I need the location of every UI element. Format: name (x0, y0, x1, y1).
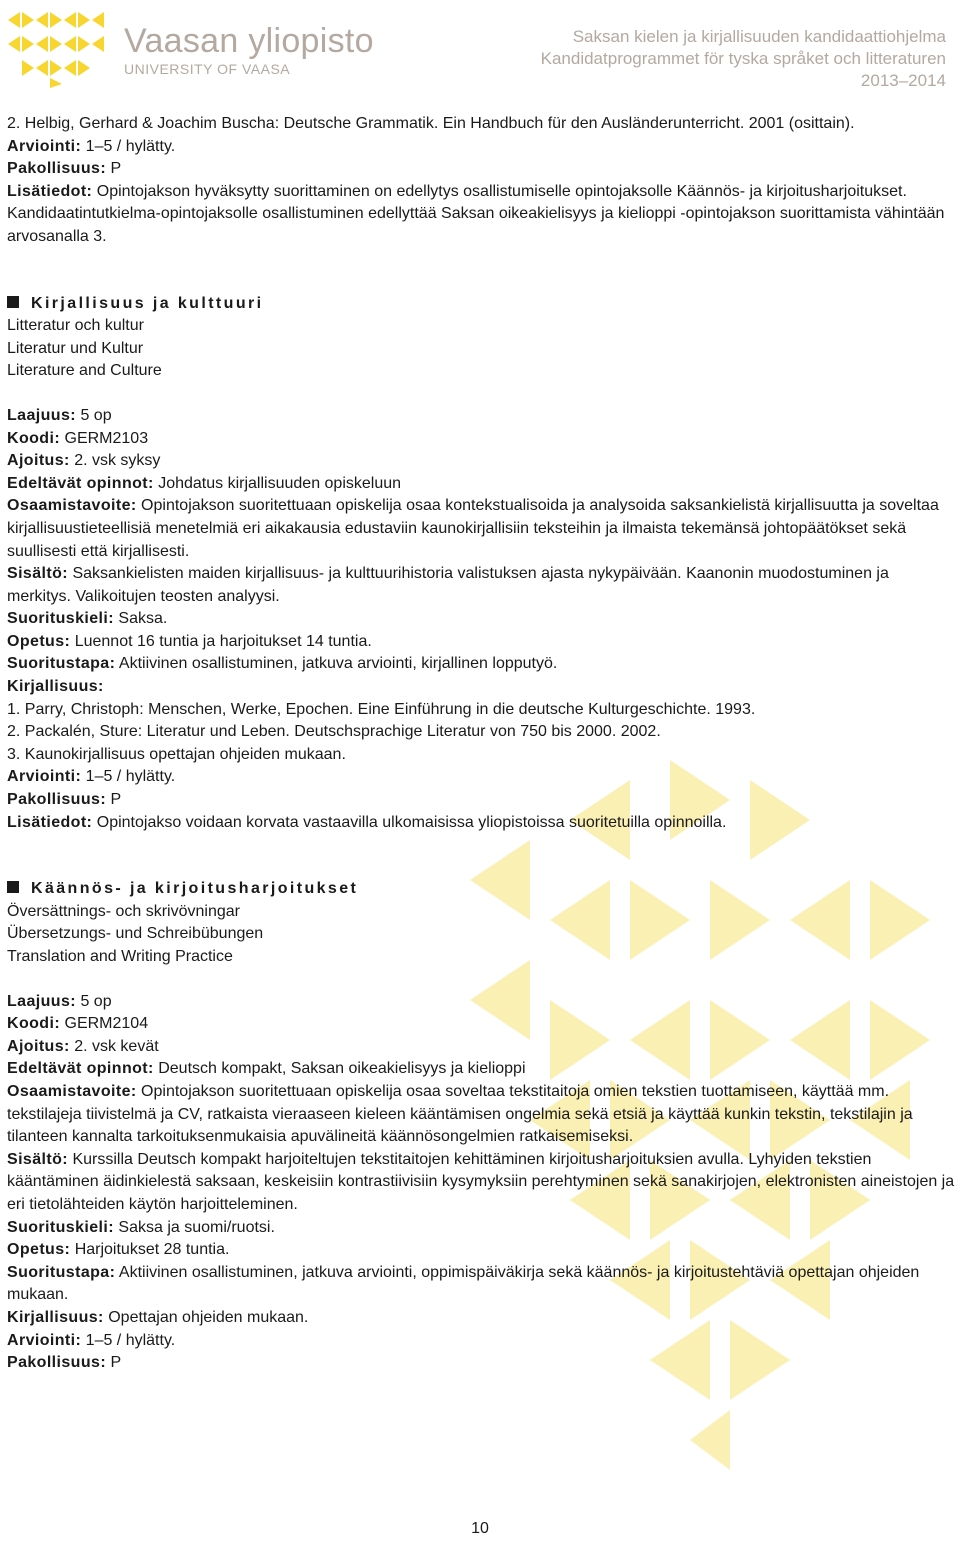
code-line: Koodi: GERM2103 (7, 429, 149, 447)
course-title-de: Literatur und Kultur (7, 339, 144, 357)
code-line: Koodi: GERM2104 (7, 1015, 149, 1033)
university-logo-icon (6, 8, 114, 88)
teaching-line: Opetus: Harjoitukset 28 tuntia. (7, 1241, 230, 1259)
course-section-literature (7, 293, 955, 835)
timing-line: Ajoitus: 2. vsk syksy (7, 452, 161, 470)
additional-info: Lisätiedot: Opintojakso voidaan korvata vastaavilla ulkomaisissa yliopistoissa suoritetuilla opinnoilla. (7, 813, 727, 831)
prerequisites-line: Edeltävät opinnot: Deutsch kompakt, Saksan oikeakielisyys ja kielioppi (7, 1060, 526, 1078)
program-title-sv: Kandidatprogrammet för tyska språket och litteraturen (540, 49, 946, 68)
page-number: 10 (471, 1520, 489, 1537)
credits-line: Laajuus: 5 op (7, 992, 112, 1010)
prerequisites-line: Edeltävät opinnot: Johdatus kirjallisuuden opiskeluun (7, 474, 402, 492)
learning-outcome: Osaamistavoite: Opintojakson suoritettuaan opiskelija osaa kontekstualisoida ja analysoida saksankielistä kirjallisuutta ja soveltaa kirjallisuustieteellisiä menetelmiä eri aikakausia edustaviin kaunokirjallisiin teksteihin ja ilmaista tekemänsä johtopäätökset sekä suullisesti että kirjallisesti. (7, 497, 939, 560)
academic-years: 2013–2014 (860, 71, 946, 90)
literature-item: 2. Packalén, Sture: Literatur und Leben. Deutschsprachige Literatur von 750 bis 2000. 2002. (7, 723, 661, 741)
content-line: Sisältö: Saksankielisten maiden kirjallisuus- ja kulttuurihistoria valistuksen ajasta nykypäivään. Kaanonin muodostuminen ja merkitys. Valikoitujen teosten analyysi. (7, 565, 889, 605)
teaching-line: Opetus: Luennot 16 tuntia ja harjoitukset 14 tuntia. (7, 632, 372, 650)
logo-wordmark (124, 22, 374, 78)
program-title-fi: Saksan kielen ja kirjallisuuden kandidaattiohjelma (572, 27, 946, 46)
completion-line: Suoritustapa: Aktiivinen osallistuminen, jatkuva arviointi, oppimispäiväkirja sekä käännös- ja kirjoitustehtäviä opettajan ohjeiden mukaan. (7, 1263, 920, 1304)
literature-item: 3. Kaunokirjallisuus opettajan ohjeiden mukaan. (7, 745, 346, 763)
assessment-line: Arviointi: 1–5 / hylätty. (7, 1331, 176, 1349)
literature-item: 1. Parry, Christoph: Menschen, Werke, Epochen. Eine Einführung in die deutsche Kulturgeschichte. 1993. (7, 700, 756, 718)
compulsory-line: Pakollisuus: P (7, 1354, 122, 1372)
compulsory-line: Pakollisuus: P (7, 160, 122, 178)
bullet-square-icon (7, 296, 19, 308)
assessment-line: Arviointi: 1–5 / hylätty. (7, 768, 176, 786)
bullet-square-icon (7, 881, 19, 893)
learning-outcome: Osaamistavoite: Opintojakson suoritettuaan opiskelija osaa soveltaa tekstitaitoja omien tekstien tuottamiseen, käyttää mm. tekstilajeja tiivistelmä ja CV, ratkaista vieraaseen kieleen kääntämisen ongelmia sekä etsiä ja käyttää kunkin tekstin, tekstilajin ja tilanteen kannalta tarkoituksenmukaisia apuvälineitä käännösongelmien ratkaisemiseksi. (7, 1082, 913, 1146)
logo-name: Vaasan yliopisto (124, 22, 374, 60)
course-section-translation (7, 878, 955, 1374)
completion-line: Suoritustapa: Aktiivinen osallistuminen, jatkuva arviointi, kirjallinen lopputyö. (7, 655, 558, 673)
page-content (7, 113, 955, 1375)
section-heading: Kirjallisuus ja kulttuuri (7, 293, 955, 316)
logo-subtitle: UNIVERSITY OF VAASA (124, 61, 291, 77)
page-header (0, 0, 960, 100)
course-title-de: Übersetzungs- und Schreibübungen (7, 925, 264, 943)
program-header (541, 26, 946, 92)
credits-line: Laajuus: 5 op (7, 406, 112, 424)
assessment-line: Arviointi: 1–5 / hylätty. (7, 137, 176, 155)
literature-line: Kirjallisuus: Opettajan ohjeiden mukaan. (7, 1308, 309, 1326)
language-line: Suorituskieli: Saksa ja suomi/ruotsi. (7, 1218, 275, 1236)
literature-item-2: 2. Helbig, Gerhard & Joachim Buscha: Deutsche Grammatik. Ein Handbuch für den Ausländerunterricht. 2001 (osittain). (7, 115, 855, 132)
additional-info: Lisätiedot: Opintojakson hyväksytty suorittaminen on edellytys osallistumiselle opintojaksolle Käännös- ja kirjoitusharjoitukset. Kandidaatintutkielma-opintojaksolle osallistuminen edellyttää Saksan oikeakielisyys ja kielioppi -opintojakson suorittamista vähintään arvosanalla 3. (7, 182, 945, 245)
course-title-sv: Litteratur och kultur (7, 317, 144, 335)
language-line: Suorituskieli: Saksa. (7, 610, 168, 628)
timing-line: Ajoitus: 2. vsk kevät (7, 1037, 159, 1055)
course-title-en: Translation and Writing Practice (7, 948, 233, 965)
section-heading: Käännös- ja kirjoitusharjoitukset (7, 878, 955, 901)
literature-label: Kirjallisuus: (7, 678, 104, 696)
course-title-en: Literature and Culture (7, 362, 162, 380)
course-title-sv: Översättnings- och skrivövningar (7, 902, 240, 920)
compulsory-line: Pakollisuus: P (7, 791, 122, 809)
content-line: Sisältö: Kurssilla Deutsch kompakt harjoiteltujen tekstitaitojen kehittäminen kirjoitusharjoituksien avulla. Lyhyiden tekstien kääntäminen äidinkielestä saksaan, keskeisiin kontrastiivisiin kysymyksiin perehtyminen sekä sanakirjojen, elektronisten aineistojen ja eri tietolähteiden käytön harjoitteleminen. (7, 1150, 955, 1213)
